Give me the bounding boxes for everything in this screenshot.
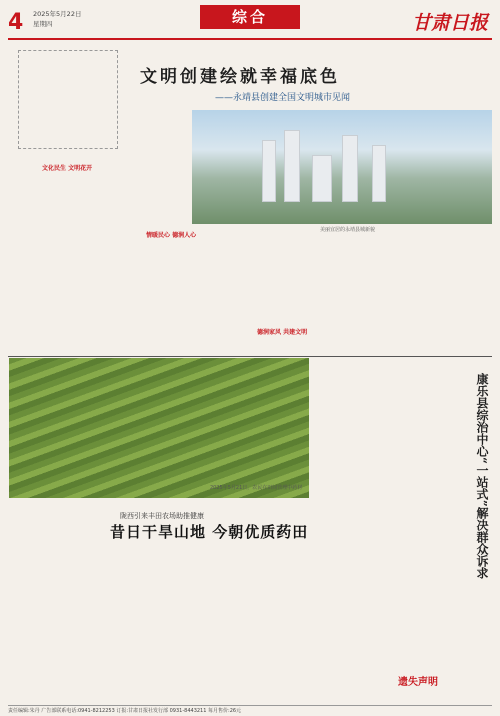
subhead-2: 情暖民心 德润人心 <box>146 232 197 239</box>
page-number: 4 <box>8 10 24 35</box>
lower-kicker: 陇西引来丰田农场助推健康 <box>120 512 204 520</box>
photo-caption-2: 2025年5月21日，农民在田间管理中药材 <box>210 485 303 491</box>
section-banner: 综合 <box>200 5 300 29</box>
side-text <box>316 360 456 660</box>
notice-title: 遗失声明 <box>398 677 438 688</box>
subhead-3: 德润家风 共建文明 <box>257 329 308 336</box>
issue-date: 2025年5月22日 <box>33 10 82 18</box>
text-column-1 <box>10 172 128 352</box>
feature-headline: 文明创建绘就幸福底色 <box>140 67 340 87</box>
photo-caption-1: 美丽宜居的永靖县城新貌 <box>320 227 376 233</box>
lower-text <box>10 542 310 700</box>
text-column-2 <box>132 240 192 350</box>
section-divider <box>8 356 492 357</box>
city-photo <box>192 110 492 224</box>
pull-quote-box <box>18 50 118 149</box>
weekday: 星期四 <box>33 20 53 28</box>
field-photo <box>9 358 309 498</box>
subhead-1: 文化民生 文明花开 <box>42 165 93 172</box>
lower-headline: 昔日干旱山地 今朝优质药田 <box>110 523 309 541</box>
masthead <box>0 0 500 40</box>
page-footer: 责任编辑:朱丹 广告部联系电话:0941-8212253 订报:甘肃日报社发行部 0931-8443211 每月售价:26元 <box>8 705 492 714</box>
newspaper-logo: 甘肃日报 <box>411 12 488 34</box>
feature-subtitle: ——永靖县创建全国文明城市见闻 <box>215 93 351 103</box>
side-headline: 康乐县综治中心“一站式”解决群众诉求 <box>475 373 489 579</box>
header-rule <box>8 38 492 40</box>
